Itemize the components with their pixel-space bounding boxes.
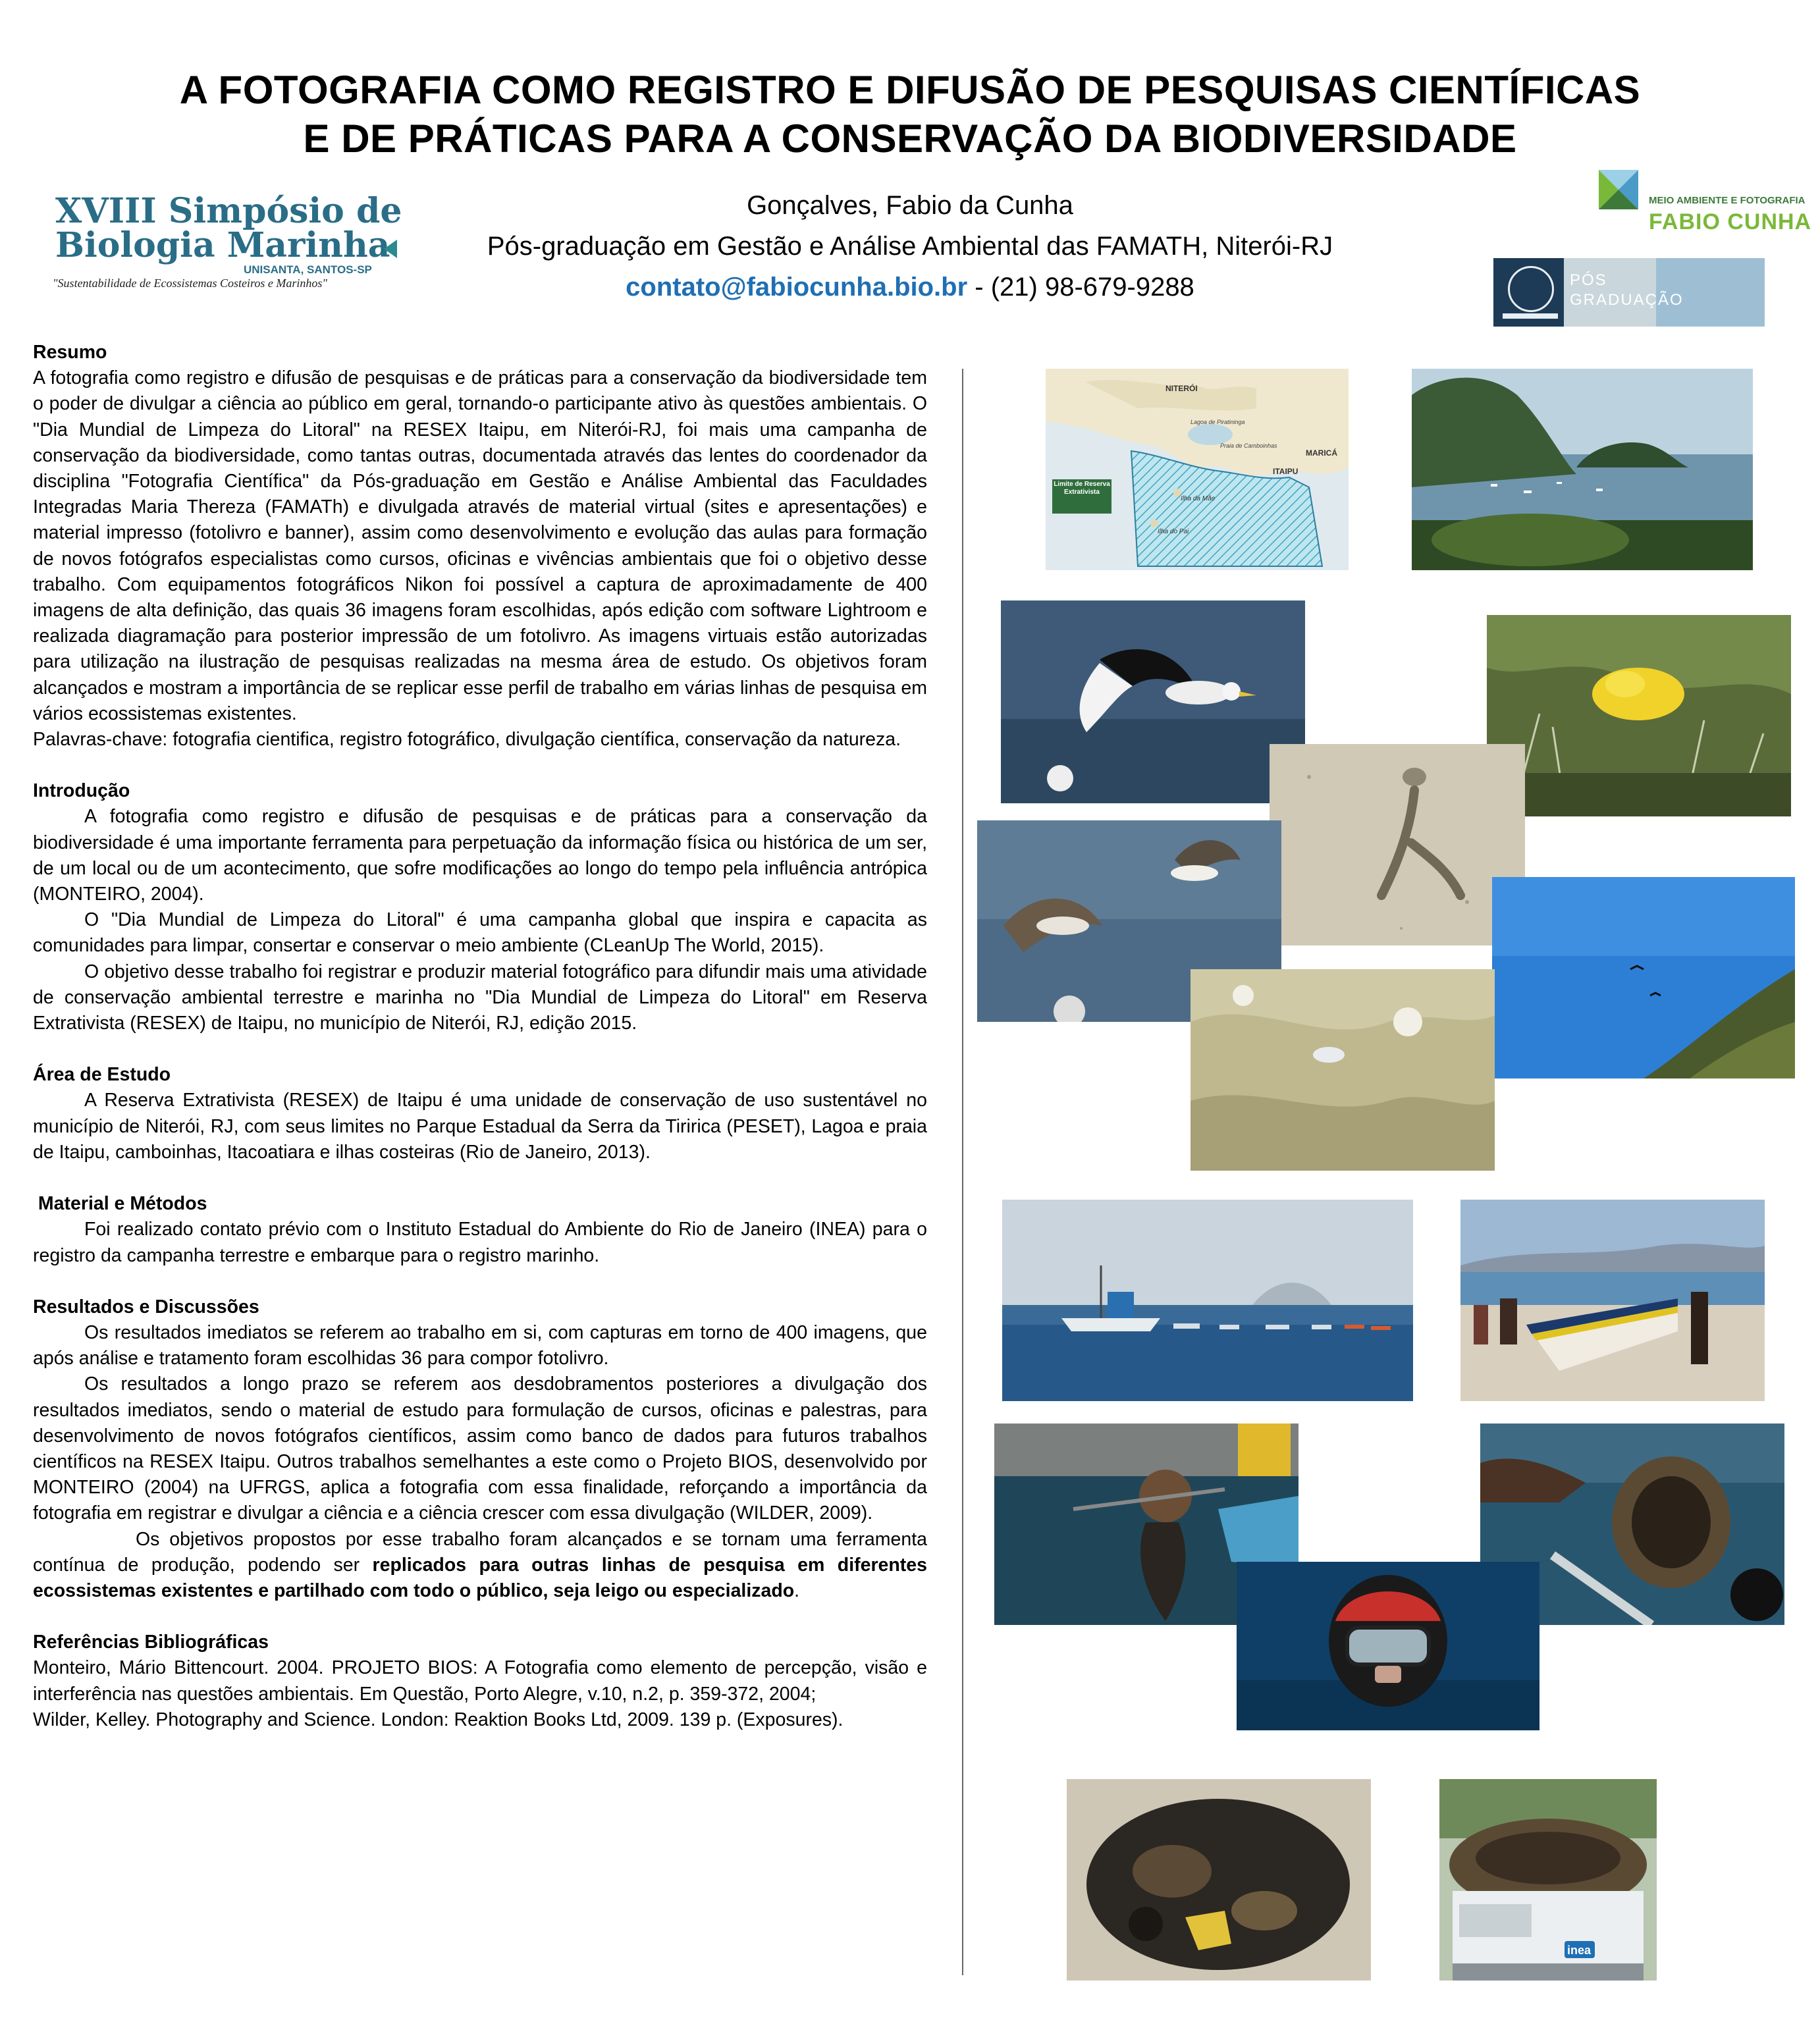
email-link[interactable]: contato@fabiocunha.bio.br: [626, 273, 968, 302]
text-column: [33, 340, 927, 1733]
photo-bay-islands: [1412, 369, 1753, 570]
symposium-logo-line-2: Biologia Marinha: [55, 225, 390, 265]
title-line-1: A FOTOGRAFIA COMO REGISTRO E DIFUSÃO DE PESQUISAS CIENTÍFICAS: [179, 68, 1641, 112]
postgraduate-logo-line-2: GRADUAÇÃO: [1570, 291, 1684, 309]
photo-sand-track: [1270, 744, 1525, 945]
keywords: Palavras-chave: fotografia cientifica, registro fotográfico, divulgação científica, conservação da natureza.: [33, 729, 901, 751]
phone-number: - (21) 98-679-9288: [967, 273, 1194, 302]
author-affiliation: Pós-graduação em Gestão e Análise Ambiental das FAMATH, Niterói-RJ: [487, 232, 1333, 261]
section-heading-resumo: Resumo: [33, 342, 107, 363]
map-label-praia: Praia de Camboinhas: [1220, 442, 1277, 449]
brand-name: FABIO CUNHA: [1649, 209, 1812, 234]
map-label-itaipu: ITAIPU: [1273, 467, 1298, 476]
map-label-marica: MARICÁ: [1306, 448, 1337, 458]
section-heading-resultados: Resultados e Discussões: [33, 1296, 259, 1317]
photo-yellow-flowers: [1487, 615, 1791, 816]
map-label-niteroi: NITERÓI: [1165, 384, 1198, 393]
introducao-paragraph: A fotografia como registro e difusão de pesquisas e de práticas para a conservação da biodiversidade é uma importante ferramenta para perpetuação da informação física ou histórica de um ser, de um local ou de um acontecimento, que sofre modificações ao longo do tempo pela influência antrópica (MONTEIRO, 2004).: [33, 806, 927, 905]
study-area-map: [1046, 369, 1349, 570]
section-heading-referencias: Referências Bibliográficas: [33, 1632, 269, 1653]
introducao-paragraph: O "Dia Mundial de Limpeza do Litoral" é uma campanha global que inspira e capacita as comunidades para limpar, consertar e conservar o meio ambiente (CLeanUp The World, 2015).: [33, 909, 927, 957]
photo-trash-truck: [1439, 1779, 1657, 1981]
resultados-paragraph: Os resultados imediatos se referem ao trabalho em si, com capturas em torno de 400 imagens, que após análise e tratamento foram escolhidas 36 para compor fotolivro.: [33, 1321, 927, 1370]
photo-boats-at-sea: [1002, 1200, 1413, 1401]
title-line-2: E DE PRÁTICAS PARA A CONSERVAÇÃO DA BIODIVERSIDADE: [303, 117, 1517, 161]
map-label-ilha-pai: Ilha do Pai: [1158, 528, 1189, 535]
map-label-ilha-mae: Ilha da Mãe: [1181, 495, 1216, 502]
photo-collected-trash: [1067, 1779, 1371, 1981]
material-paragraph: Foi realizado contato prévio com o Instituto Estadual do Ambiente do Rio de Janeiro (INEA) para o registro da campanha terrestre e embarque para o registro marinho.: [33, 1219, 927, 1266]
section-heading-area: Área de Estudo: [33, 1064, 171, 1086]
section-heading-material: Material e Métodos: [33, 1193, 207, 1215]
photo-diver: [1237, 1562, 1539, 1730]
resultados-paragraph: Os resultados a longo prazo se referem aos desdobramentos posteriores a divulgação dos resultados imediatos, sendo o material de estudo para formulação de cursos, oficinas e palestras, para desenvolvimento de novos fotógrafos científicos, assim como banco de dados para futuros trabalhos científicos na RESEX Itaipu. Outros trabalhos semelhantes a este como o Projeto BIOS, desenvolvido por MONTEIRO (2004) na UFRGS, aplica a fotografia com essa finalidade, reforçando a importância da fotografia em registrar e divulgar a ciência e a ciência crescer com essa divulgação (WILDER, 2009).: [33, 1373, 927, 1524]
symposium-logo-tagline: "Sustentabilidade de Ecossistemas Costeiros e Marinhos": [53, 277, 327, 290]
photo-seagull-flying: [1001, 600, 1305, 803]
truck-badge-text: inea: [1567, 1944, 1592, 1957]
brand-logo: [1593, 169, 1812, 241]
institution-seal-icon: [1508, 266, 1554, 312]
symposium-logo-line-3: UNISANTA, SANTOS-SP: [244, 263, 372, 276]
author-name: Gonçalves, Fabio da Cunha: [747, 191, 1073, 220]
postgraduate-logo: [1493, 258, 1765, 327]
postgraduate-logo-line-1: PÓS: [1570, 271, 1607, 289]
poster-title: [0, 66, 1820, 163]
resumo-body: A fotografia como registro e difusão de pesquisas e de práticas para a conservação da biodiversidade tem o poder de divulgar a ciência ao público em geral, tornando-o participante ativo às questões ambientais. O "Dia Mundial de Limpeza do Litoral" na RESEX Itaipu, em Niterói-RJ, foi mais uma campanha de conservação da biodiversidade, como tantas outras, documentada através das lentes do coordenador da disciplina "Fotografia Científica" da Pós-graduação em Gestão e Análise Ambiental das Faculdades Integradas Maria Thereza (FAMATh) e divulgada através de material virtual (sites e apresentações) e material impresso (fotolivro e banner), assim como desenvolvimento e evolução das aulas para formação de novos fotógrafos especialistas como cursos, oficinas e vivências ambientais que foi o objetivo desse trabalho. Com equipamentos fotográficos Nikon foi possível a captura de aproximadamente de 400 imagens de alta definição, das quais 36 imagens foram escolhidas, após edição com software Lightroom e realizada diagramação para posterior impressão de um fotolivro. As imagens virtuais estão autorizadas para utilização na ilustração de pesquisas realizadas na mesma área de estudo. Os objetivos foram alcançados e mostram a importância de se replicar esse perfil de trabalho em várias linhas de pesquisa em vários ecossistemas existentes.: [33, 367, 927, 724]
photo-sky-birds: [1492, 877, 1795, 1078]
brand-mark-icon: [1599, 170, 1638, 209]
map-legend: Limite de Reserva Extrativista: [1054, 481, 1110, 496]
symposium-logo-line-1: XVIII Simpósio de: [55, 191, 402, 231]
photo-boat-on-beach: [1460, 1200, 1765, 1401]
reference-item: Wilder, Kelley. Photography and Science. London: Reaktion Books Ltd, 2009. 139 p. (Exposures).: [33, 1709, 843, 1730]
area-paragraph: A Reserva Extrativista (RESEX) de Itaipu é uma unidade de conservação de uso sustentável no município de Niterói, RJ, com seus limites no Parque Estadual da Serra da Tiririca (PESET), Lagoa e praia de Itaipu, camboinhas, Itacoatiara e ilhas costeiras (Rio de Janeiro, 2013).: [33, 1090, 927, 1163]
photo-sand-closeup: [1191, 969, 1495, 1171]
introducao-paragraph: O objetivo desse trabalho foi registrar e produzir material fotográfico para difundir mais uma atividade de conservação ambiental terrestre e marinha no "Dia Mundial de Limpeza do Litoral" em Reserva Extrativista (RESEX) de Itaipu, no município de Niterói, RJ, edição 2015.: [33, 961, 927, 1034]
column-divider: [962, 369, 963, 1975]
resultados-paragraph: Os objetivos propostos por esse trabalho foram alcançados e se tornam uma ferramenta contínua de produção, podendo ser replicados para outras linhas de pesquisa em diferentes ecossistemas existentes e partilhado com todo o público, seja leigo ou especializado.: [33, 1528, 927, 1601]
map-label-lagoa: Lagoa de Piratininga: [1191, 419, 1245, 425]
section-heading-introducao: Introdução: [33, 780, 130, 802]
reference-item: Monteiro, Mário Bittencourt. 2004. PROJETO BIOS: A Fotografia como elemento de percepção, visão e interferência nas questões ambientais. Em Questão, Porto Alegre, v.10, n.2, p. 359-372, 2004;: [33, 1657, 927, 1705]
brand-tagline: MEIO AMBIENTE E FOTOGRAFIA: [1649, 195, 1806, 206]
